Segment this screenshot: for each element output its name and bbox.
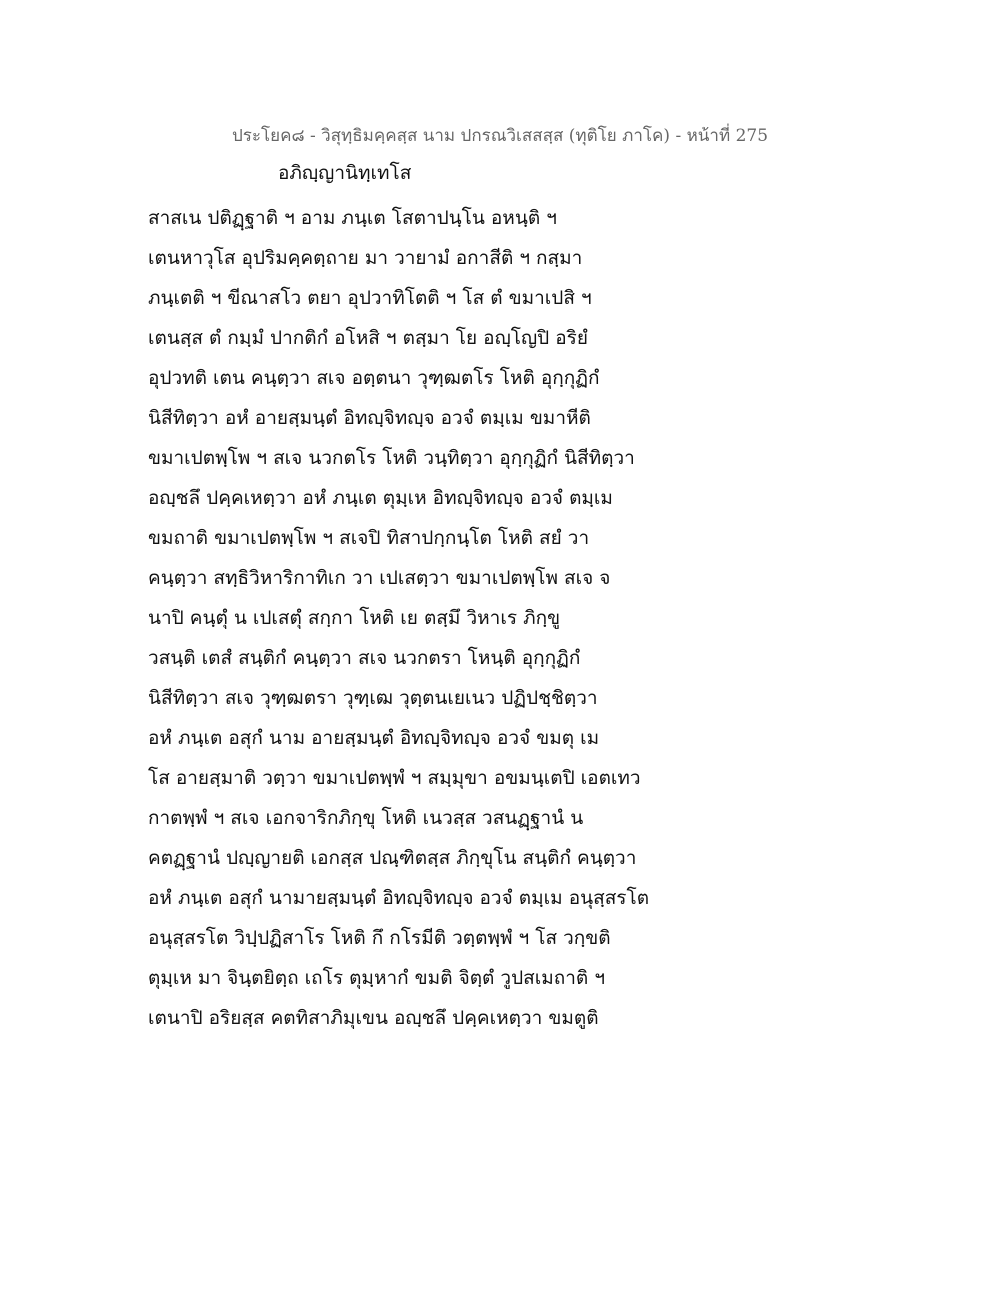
section-heading: อภิญฺญานิทฺเทโส <box>278 162 412 184</box>
body-line: คตฏฺฐานํ ปญฺญายติ เอกสฺส ปณฺฑิตสฺส ภิกฺขุโน สนฺติกํ คนฺตฺวา <box>148 847 637 869</box>
body-line: นาปิ คนฺตุํ น เปเสตุํ สกฺกา โหติ เย ตสฺมึ วิหาเร ภิกฺขู <box>148 607 561 629</box>
body-line: นิสีทิตฺวา สเจ วุฑฺฒตรา วุฑฺเฒ วุตฺตนเยเนว ปฏิปชฺชิตฺวา <box>148 687 598 709</box>
body-line: ขมถาติ ขมาเปตพฺโพ ฯ สเจปิ ทิสาปกฺกนฺโต โหติ สยํ วา <box>148 527 590 549</box>
body-line: นิสีทิตฺวา อหํ อายสฺมนฺตํ อิทญฺจิทญฺจ อวจํ ตมฺเม ขมาหีติ <box>148 407 591 429</box>
body-text <box>148 198 948 1038</box>
body-line: สาสเน ปติฏฺฐาติ ฯ อาม ภนฺเต โสตาปนฺโน อหนฺติ ฯ <box>148 207 557 229</box>
body-line: คนฺตฺวา สทฺธิวิหาริกาทิเก วา เปเสตฺวา ขมาเปตพฺโพ สเจ จ <box>148 567 611 589</box>
body-line: โส อายสฺมาติ วตฺวา ขมาเปตพฺพํ ฯ สมฺมุขา อขมนฺเตปิ เอตเทว <box>148 767 641 789</box>
body-line: อญฺชลึ ปคฺคเหตฺวา อหํ ภนฺเต ตุมฺเห อิทญฺจิทญฺจ อวจํ ตมฺเม <box>148 487 613 509</box>
body-line: ตุมฺเห มา จินฺตยิตฺถ เถโร ตุมฺหากํ ขมติ จิตฺตํ วูปสเมถาติ ฯ <box>148 967 605 989</box>
body-line: วสนฺติ เตสํ สนฺติกํ คนฺตฺวา สเจ นวกตรา โหนฺติ อุกฺกุฏิกํ <box>148 647 581 669</box>
running-header: ประโยค๘ - วิสุทฺธิมคฺคสฺส นาม ปกรณวิเสสสฺส (ทุติโย ภาโค) - หน้าที่ 275 <box>231 126 769 146</box>
body-line: อุปวทติ เตน คนฺตฺวา สเจ อตฺตนา วุฑฺฒตโร โหติ อุกฺกุฏิกํ <box>148 367 600 389</box>
body-line: เตนสฺส ตํ กมฺมํ ปากติกํ อโหสิ ฯ ตสฺมา โย อญฺโญปิ อริยํ <box>148 327 589 349</box>
body-line: ภนฺเตติ ฯ ขีณาสโว ตยา อุปวาทิโตติ ฯ โส ตํ ขมาเปสิ ฯ <box>148 287 592 309</box>
body-line: อหํ ภนฺเต อสุกํ นามายสฺมนฺตํ อิทญฺจิทญฺจ อวจํ ตมฺเม อนุสฺสรโต <box>148 887 650 909</box>
body-line: อนุสฺสรโต วิปฺปฏิสาโร โหติ กึ กโรมีติ วตฺตพฺพํ ฯ โส วกฺขติ <box>148 927 611 949</box>
body-line: เตนาปิ อริยสฺส คตทิสาภิมุเขน อญฺชลึ ปคฺคเหตฺวา ขมตูติ <box>148 1007 599 1029</box>
body-line: เตนหาวุโส อุปริมคฺคตฺถาย มา วายามํ อกาสีติ ฯ กสฺมา <box>148 247 583 269</box>
body-line: ขมาเปตพฺโพ ฯ สเจ นวกตโร โหติ วนฺทิตฺวา อุกฺกุฏิกํ นิสีทิตฺวา <box>148 447 635 469</box>
body-line: กาตพฺพํ ฯ สเจ เอกจาริกภิกฺขุ โหติ เนวสฺส วสนฏฺฐานํ น <box>148 807 584 829</box>
body-line: อหํ ภนฺเต อสุกํ นาม อายสฺมนฺตํ อิทญฺจิทญฺจ อวจํ ขมตุ เม <box>148 727 600 749</box>
